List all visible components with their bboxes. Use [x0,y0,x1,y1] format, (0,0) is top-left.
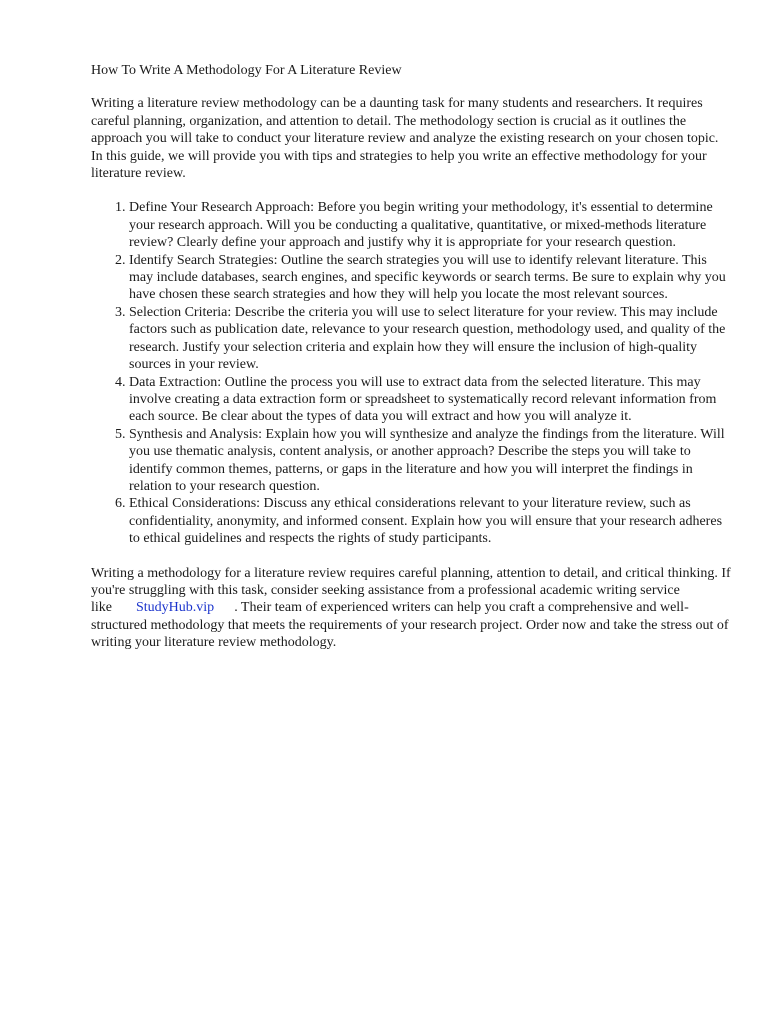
step-item-4: 4. Data Extraction: Outline the process you will use to extract data from the selected literature. This may involve creating a data extraction form or spreadsheet to systematically record relevant information from each source. Be clear about the types of data you will extract and how you will analyze it. [129,374,731,426]
step-item-5: 5. Synthesis and Analysis: Explain how you will synthesize and analyze the findings from the literature. Will you use thematic analysis, content analysis, or another approach? Describe the steps you will take to identify common themes, patterns, or gaps in the literature and how you will interpret the findings in relation to your research question. [129,426,731,496]
studyhub-link[interactable]: StudyHub.vip [136,600,215,616]
step-item-6: 6. Ethical Considerations: Discuss any ethical considerations relevant to your literature review, such as confidentiality, anonymity, and informed consent. Explain how you will ensure that your research adheres to ethical guidelines and respects the rights of study participants. [129,495,731,547]
step-item-2: 2. Identify Search Strategies: Outline the search strategies you will use to identify relevant literature. This may include databases, search engines, and specific keywords or search terms. Be sure to explain why you have chosen these search strategies and how they will help you locate the most relevant sources. [129,252,731,304]
step-item-3: 3. Selection Criteria: Describe the criteria you will use to select literature for your review. This may include factors such as publication date, relevance to your research question, methodology used, and quality of the research. Justify your selection criteria and explain how they will ensure the inclusion of high-quality sources in your review. [129,304,731,374]
closing-paragraph [91,565,731,652]
step-item-1: 1. Define Your Research Approach: Before you begin writing your methodology, it's essential to determine your research approach. Will you be conducting a qualitative, quantitative, or mixed-methods literature review? Clearly define your approach and justify why it is appropriate for your research question. [129,199,731,251]
closing-text-after: . Their team of experienced writers can help you craft a comprehensive and well-structured methodology that meets the requirements of your research project. Order now and take the stress out of writing your literature review methodology. [91,600,729,651]
document-title: How To Write A Methodology For A Literature Review [91,63,402,78]
closing-text-before: Writing a methodology for a literature review requires careful planning, attention to detail, and critical thinking. If you're struggling with this task, consider seeking assistance from a professional academic writing service like [91,565,731,616]
steps-list [91,199,731,547]
document-page [91,62,731,652]
intro-paragraph: Writing a literature review methodology can be a daunting task for many students and researchers. It requires careful planning, organization, and attention to detail. The methodology section is crucial as it outlines the approach you will take to conduct your literature review and analyze the existing research on your chosen topic. In this guide, we will provide you with tips and strategies to help you write an effective methodology for your literature review. [91,96,719,182]
